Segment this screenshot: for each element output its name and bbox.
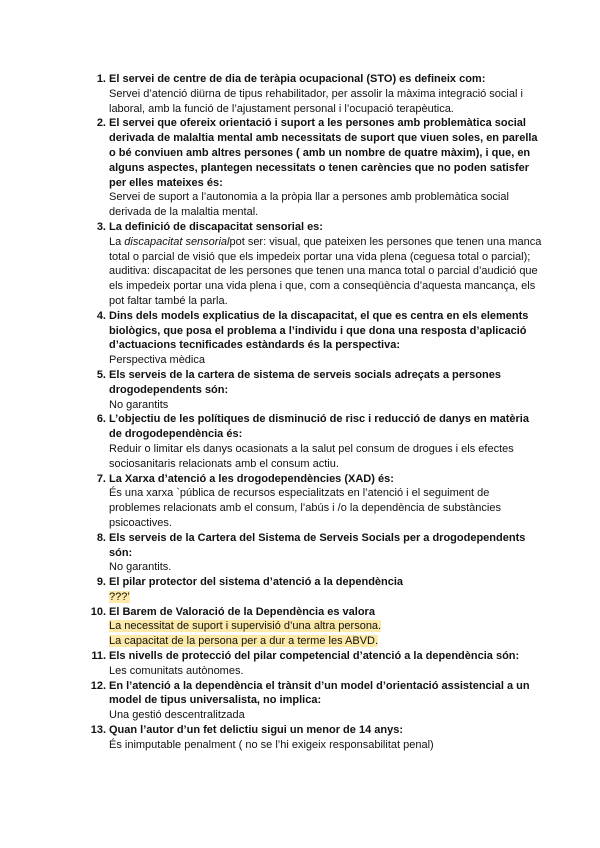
item-number: 1. [96, 73, 106, 85]
answer-text: No garantits [109, 398, 169, 411]
question-text: Els serveis de la Cartera del Sistema de Serveis Socials per a drogodependents són: [109, 531, 526, 559]
list-item [82, 723, 542, 753]
answer-text: No garantits. [109, 561, 172, 574]
item-number: 5. [96, 368, 106, 381]
list-item [82, 679, 542, 723]
item-number: 9. [96, 576, 106, 589]
answer-text [109, 235, 542, 309]
question-text: Els nivells de protecció del pilar competencial d’atenció a la dependència són: [109, 650, 520, 663]
question-text: L’objectiu de les polítiques de disminució de risc i reducció de danys en matèria de drogodependència és: [109, 413, 529, 441]
question-list [82, 72, 542, 753]
item-number: 11. [91, 650, 106, 663]
answer-text: Les comunitats autònomes. [109, 664, 244, 677]
list-item [82, 368, 542, 412]
item-number: 4. [96, 309, 106, 322]
item-number: 3. [96, 220, 106, 233]
question-text: En l’atenció a la dependència el trànsit d’un model d’orientació assistencial a un model de tipus universalista, no implica: [109, 679, 530, 707]
answer-text: Servei de suport a l’autonomia a la pròpia llar a persones amb problemàtica social derivada de la malaltia mental. [109, 191, 509, 219]
answer-text: Servei d’atenció diürna de tipus rehabilitador, per assolir la màxima integració social i laboral, amb la funció de l’ajustament personal i l’ocupació terapèutica. [109, 87, 523, 115]
list-item [82, 472, 542, 531]
list-item [82, 412, 542, 471]
answer-prefix: La [109, 235, 125, 248]
question-text: Quan l’autor d’un fet delictiu sigui un menor de 14 anys: [109, 724, 403, 737]
list-item [82, 220, 542, 309]
list-item [82, 116, 542, 220]
answer-text [109, 590, 542, 605]
answer-text: És inimputable penalment ( no se l’hi exigeix responsabilitat penal) [109, 738, 434, 751]
question-text: El Barem de Valoració de la Dependència es valora [109, 605, 375, 618]
list-item [82, 531, 542, 575]
item-number: 12. [90, 679, 106, 692]
answer-rest: pot ser: visual, que pateixen les persones que tenen una manca total o parcial de visió que els impedeix portar una vida plena (ceguesa total o parcial); auditiva: discapacitat de les persones que tenen una manca total o parcial d’audició que els impedeix portar una vida plena i que, com a conseqüència d’aquesta mancança, els pot faltar també la parla. [109, 235, 542, 307]
item-number: 6. [96, 413, 106, 426]
answer-text: Reduir o limitar els danys ocasionats a la salut pel consum de drogues i els efectes sociosanitaris relacionats amb el consum actiu. [109, 442, 514, 470]
question-text: El servei que ofereix orientació i suport a les persones amb problemàtica social derivada de malaltia mental amb necessitats de suport que viuen soles, en parella o bé conviuen amb altres persones ( amb un nombre de quatre màxim), i que, en alguns aspectes, plantegen necessitats o tenen carències que no poden satisfer per elles mateixes és: [109, 117, 538, 189]
list-item [82, 575, 542, 605]
answer-text: Una gestió descentralitzada [109, 709, 245, 722]
answer-line-1 [109, 619, 542, 634]
question-text: El servei de centre de dia de teràpia ocupacional (STO) es defineix com: [109, 73, 486, 85]
list-item [82, 72, 542, 116]
item-number: 2. [96, 117, 106, 130]
item-number: 8. [96, 531, 106, 544]
question-text: La definició de discapacitat sensorial es: [109, 220, 323, 233]
answer-emphasis: discapacitat sensorial [124, 235, 230, 248]
question-text: Dins dels models explicatius de la discapacitat, el que es centra en els elements biològics, que posa el problema a l’individu i que dona una resposta d’aplicació d’actuacions tecnificades estàndards és la perspectiva: [109, 309, 529, 352]
highlighted-answer: ???’ [109, 590, 130, 603]
list-item [82, 605, 542, 649]
highlighted-answer: La necessitat de suport i supervisió d’una altra persona. [109, 620, 382, 633]
answer-text: Perspectiva mèdica [109, 354, 205, 367]
question-text: Els serveis de la cartera de sistema de serveis socials adreçats a persones drogodependents són: [109, 368, 501, 396]
list-item [82, 309, 542, 368]
answer-line-2 [109, 634, 542, 649]
highlighted-answer: La capacitat de la persona per a dur a terme les ABVD. [109, 635, 379, 648]
question-text: El pilar protector del sistema d’atenció a la dependència [109, 576, 404, 589]
item-number: 10. [90, 605, 106, 618]
item-number: 7. [96, 472, 106, 485]
answer-text: És una xarxa `pública de recursos especialitzats en l’atenció i el seguiment de problemes relacionats amb el consum, l’abús i /o la dependència de substàncies psicoactives. [109, 487, 501, 529]
list-item [82, 649, 542, 679]
item-number: 13. [90, 724, 106, 737]
question-text: La Xarxa d’atenció a les drogodependències (XAD) és: [109, 472, 394, 485]
